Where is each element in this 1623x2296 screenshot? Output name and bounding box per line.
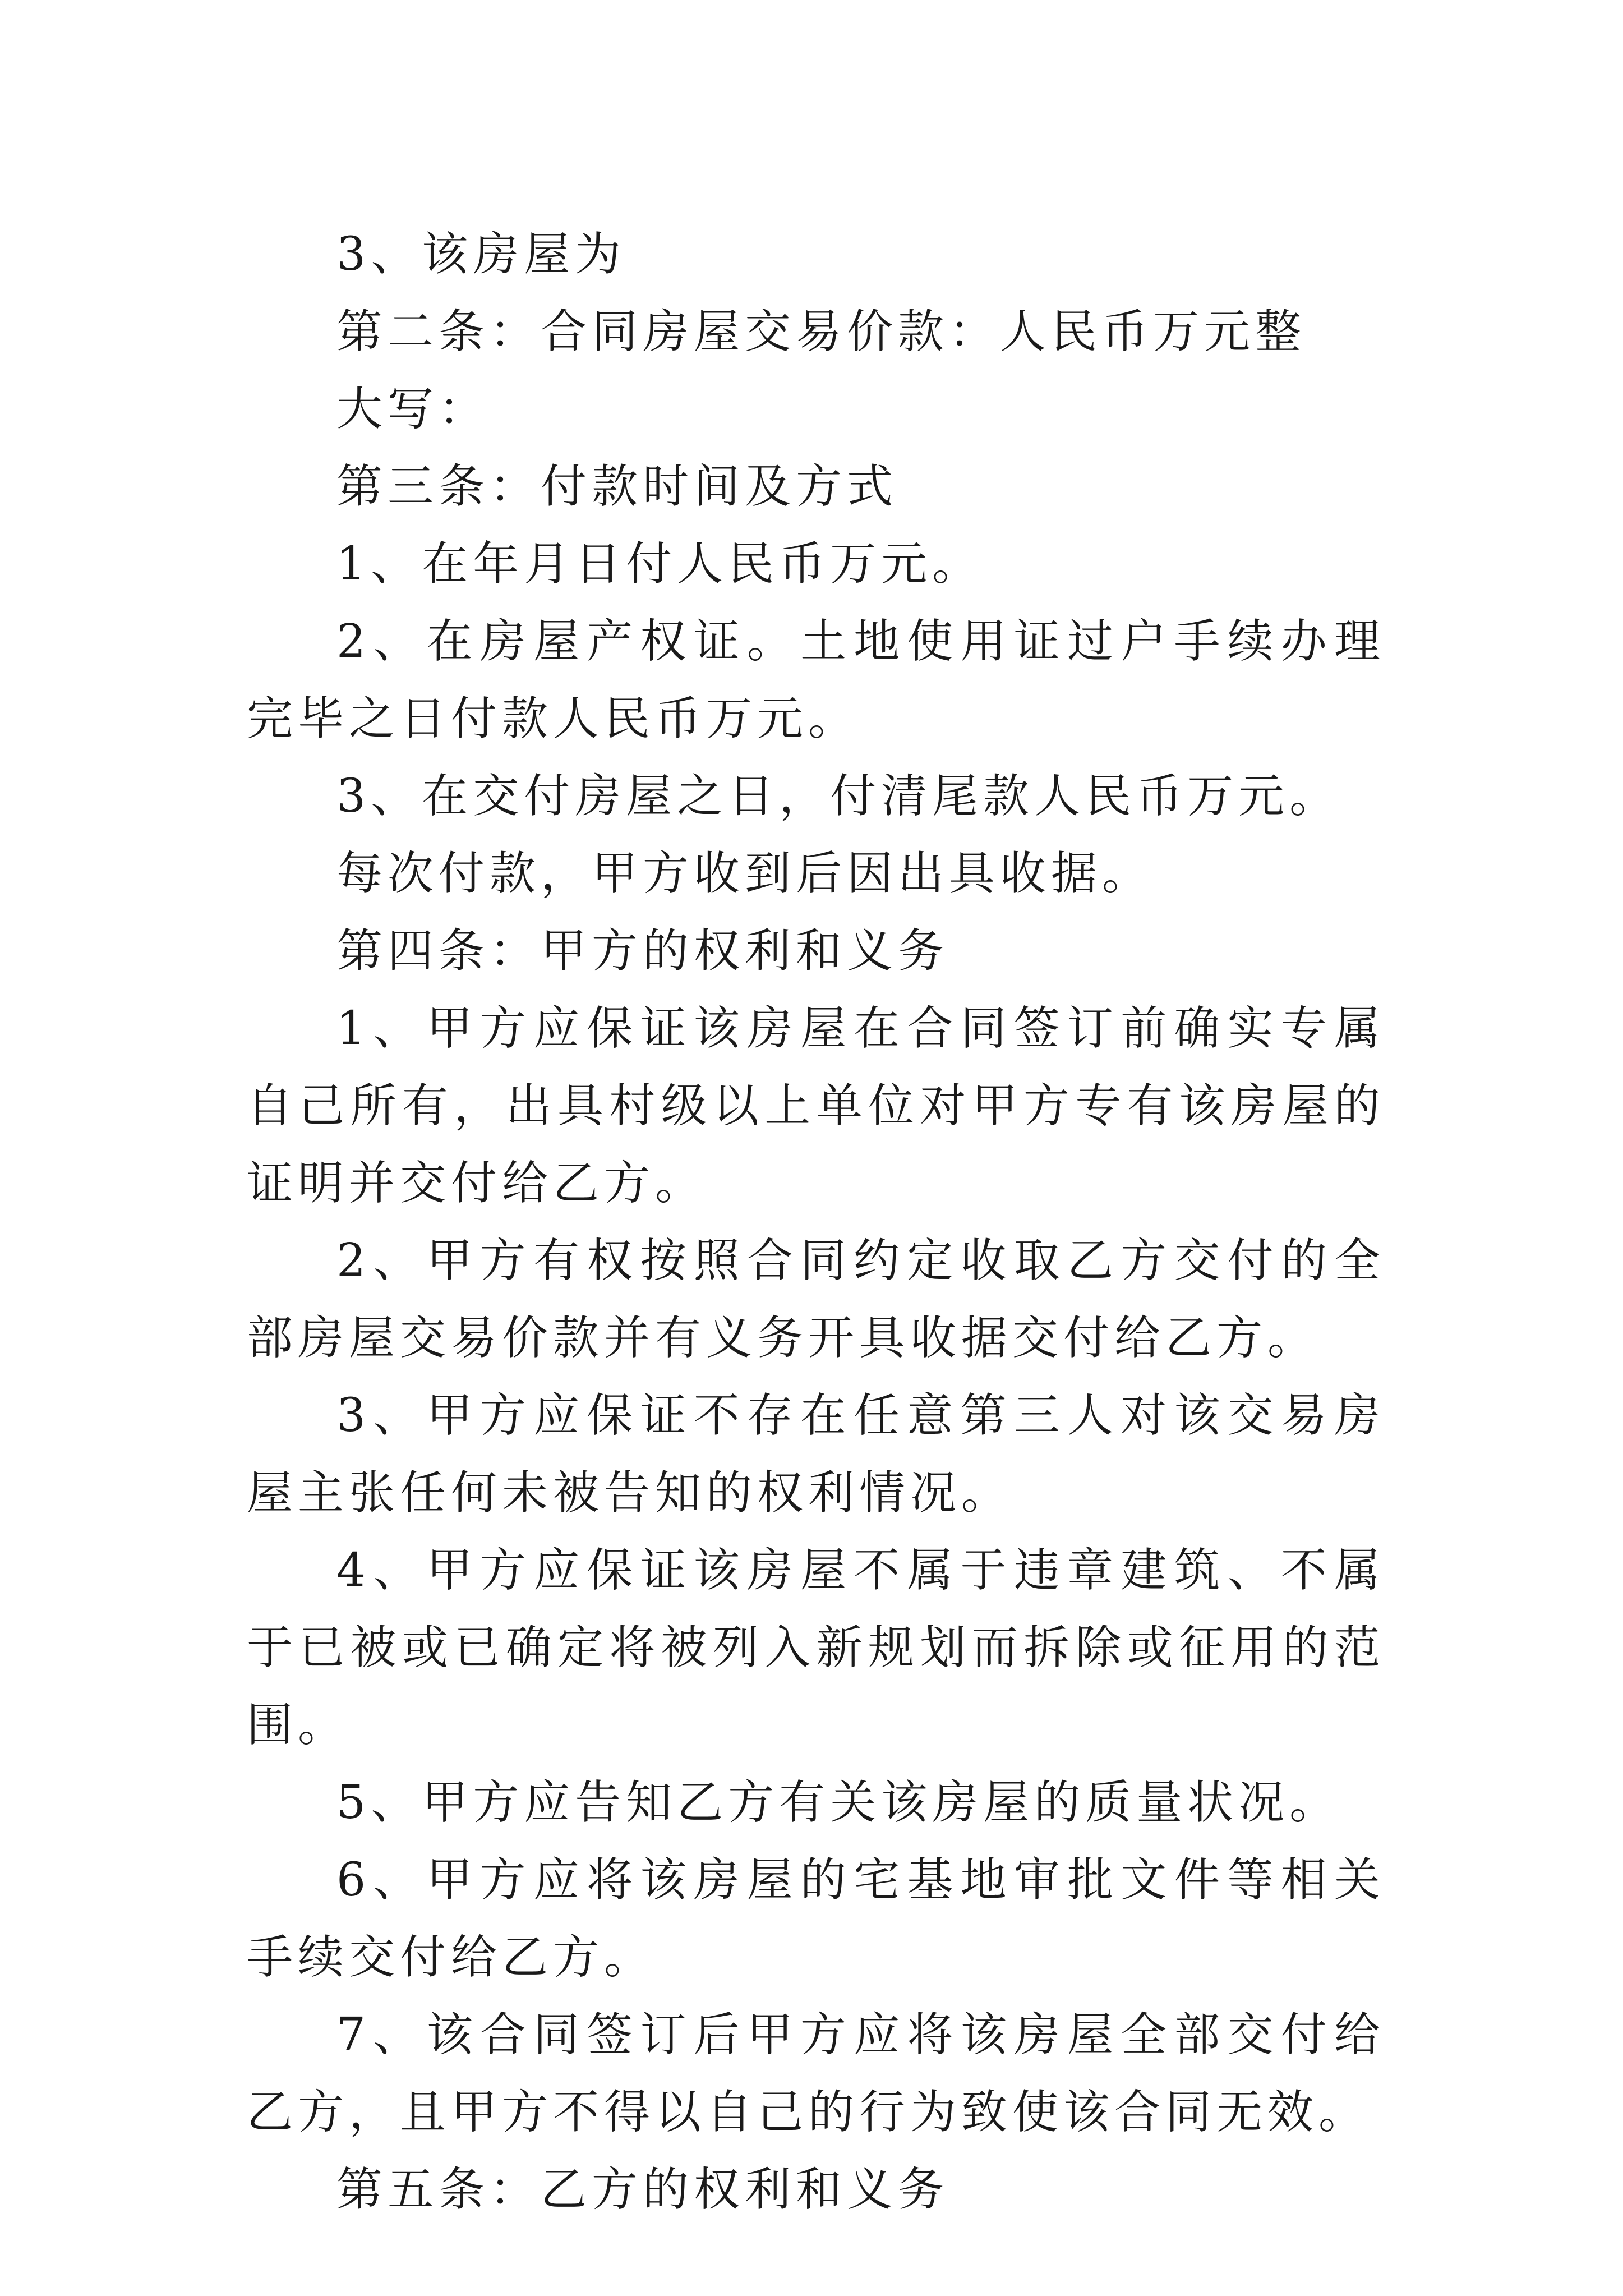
party-a-item-7: 7、该合同签订后甲方应将该房屋全部交付给乙方，且甲方不得以自己的行为致使该合同无效。 <box>247 2008 1385 2139</box>
payment-item-1: 1、在年月日付人民币万元。 <box>336 537 984 591</box>
article-2-price: 第二条：合同房屋交易价款：人民币万元整 <box>336 305 1307 358</box>
price-in-words: 大写： <box>336 383 490 436</box>
article-5-heading: 第五条：乙方的权利和义务 <box>336 2163 949 2216</box>
article-3-heading: 第三条：付款时间及方式 <box>336 460 898 513</box>
payment-item-3: 3、在交付房屋之日，付清尾款人民币万元。 <box>336 770 1341 823</box>
party-a-item-3: 3、甲方应保证不存在任意第三人对该交易房屋主张任何未被告知的权利情况。 <box>247 1389 1385 1520</box>
party-a-item-2: 2、甲方有权按照合同约定收取乙方交付的全部房屋交易价款并有义务开具收据交付给乙方。 <box>247 1234 1385 1365</box>
article-4-heading: 第四条：甲方的权利和义务 <box>336 924 949 978</box>
party-a-item-5: 5、甲方应告知乙方有关该房屋的质量状况。 <box>336 1776 1341 1829</box>
document-body <box>247 216 1385 2229</box>
party-a-item-6: 6、甲方应将该房屋的宅基地审批文件等相关手续交付给乙方。 <box>247 1853 1385 1984</box>
paragraph-house-type: 3、该房屋为 <box>336 228 626 281</box>
party-a-item-4: 4、甲方应保证该房屋不属于违章建筑、不属于已被或已确定将被列入新规划而拆除或征用的范围。 <box>247 1544 1385 1752</box>
party-a-item-1: 1、甲方应保证该房屋在合同签订前确实专属自己所有，出具村级以上单位对甲方专有该房屋的证明并交付给乙方。 <box>247 1002 1385 1210</box>
payment-item-2: 2、在房屋产权证。土地使用证过户手续办理完毕之日付款人民币万元。 <box>247 615 1385 746</box>
receipt-note: 每次付款，甲方收到后因出具收据。 <box>336 847 1154 900</box>
